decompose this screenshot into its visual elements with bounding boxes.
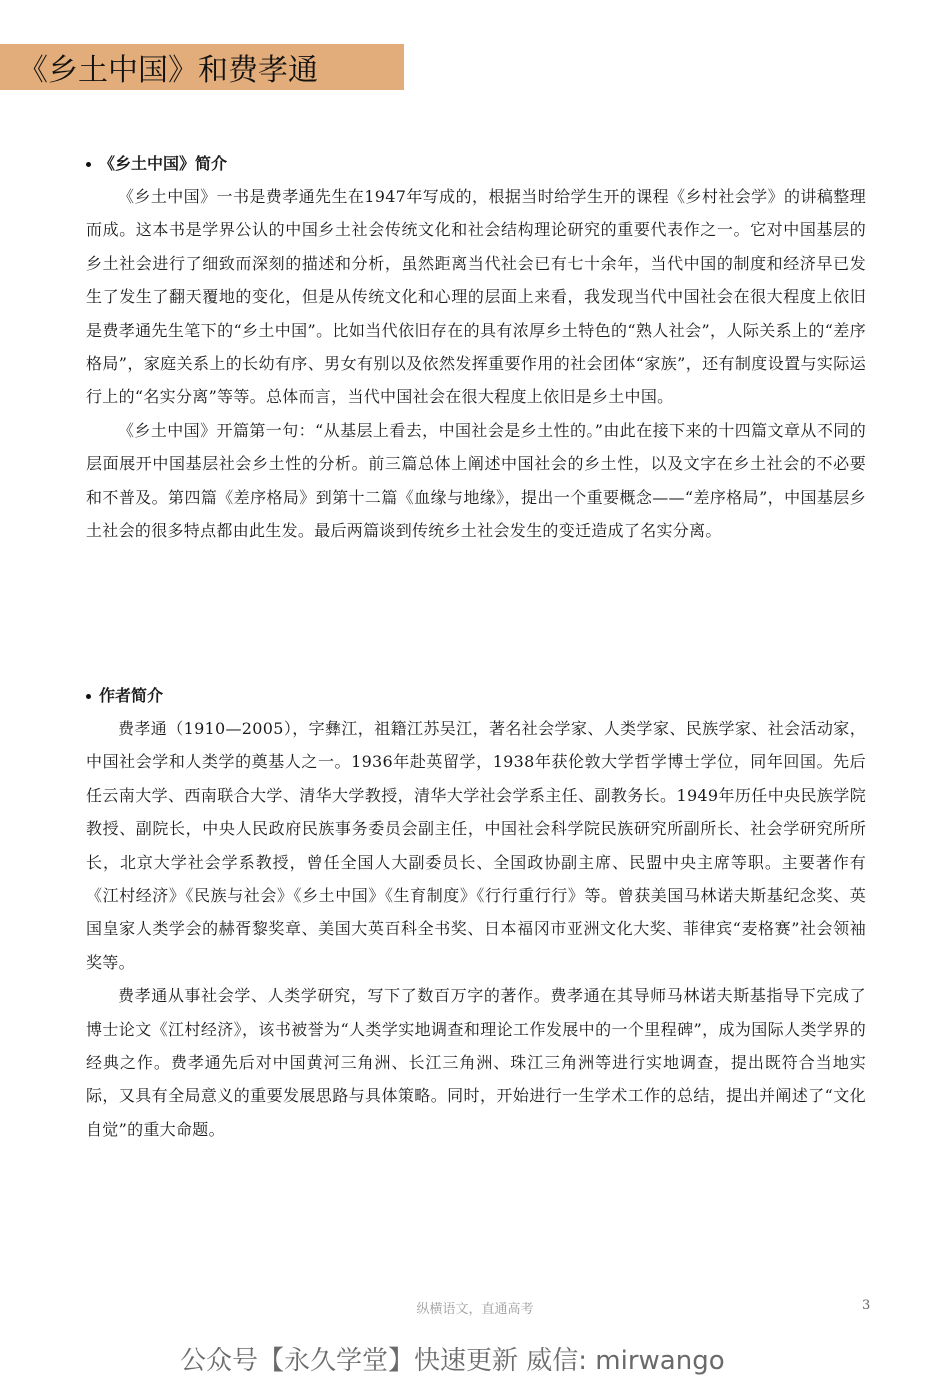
watermark-text: 公众号【永久学堂】快速更新 威信: mirwango — [180, 1346, 725, 1376]
page-number: 3 — [862, 1298, 871, 1313]
paragraph: 《乡土中国》一书是费孝通先生在1947年写成的，根据当时给学生开的课程《乡村社会学》的讲稿整理而成。这本书是学界公认的中国乡土社会传统文化和社会结构理论研究的重要代表作之一。它对中国基层的乡土社会进行了细致而深刻的描述和分析，虽然距离当代社会已有七十余年，当代中国的制度和经济早已发生了发生了翻天覆地的变化，但是从传统文化和心理的层面上来看，我发现当代中国社会在很大程度上依旧是费孝通先生笔下的“乡土中国”。比如当代依旧存在的具有浓厚乡土特色的“熟人社会”，人际关系上的“差序格局”，家庭关系上的长幼有序、男女有别以及依然发挥重要作用的社会团体“家族”，还有制度设置与实际运行上的“名实分离”等等。总体而言，当代中国社会在很大程度上依旧是乡土中国。 — [86, 187, 866, 407]
paragraph: 费孝通（1910—2005），字彝江，祖籍江苏吴江，著名社会学家、人类学家、民族学家、社会活动家，中国社会学和人类学的奠基人之一。1936年赴英留学，1938年获伦敦大学哲学博士学位，同年回国。先后任云南大学、西南联合大学、清华大学教授，清华大学社会学系主任、副教务长。1949年历任中央民族学院教授、副院长，中央人民政府民族事务委员会副主任，中国社会科学院民族研究所副所长、社会学研究所所长，北京大学社会学系教授，曾任全国人大副委员长、全国政协副主席、民盟中央主席等职。主要著作有《江村经济》《民族与社会》《乡土中国》《生育制度》《行行重行行》等。曾获美国马林诺夫斯基纪念奖、英国皇家人类学会的赫胥黎奖章、美国大英百科全书奖、日本福冈市亚洲文化大奖、菲律宾“麦格赛”社会领袖奖等。 — [86, 719, 866, 972]
section-author-intro — [86, 684, 866, 1146]
title-banner — [0, 44, 404, 90]
section-heading — [86, 684, 866, 708]
section-heading-text: 作者简介 — [99, 686, 164, 705]
bullet-icon — [86, 694, 91, 699]
bullet-icon — [86, 162, 91, 167]
section-heading-text: 《乡土中国》简介 — [99, 154, 228, 173]
section-heading — [86, 152, 866, 176]
page-title: 《乡土中国》和费孝通 — [18, 53, 318, 88]
footer-caption: 纵横语文，直通高考 — [416, 1302, 534, 1317]
paragraph: 《乡土中国》开篇第一句：“从基层上看去，中国社会是乡土性的。”由此在接下来的十四篇文章从不同的层面展开中国基层社会乡土性的分析。前三篇总体上阐述中国社会的乡土性，以及文字在乡土社会的不必要和不普及。第四篇《差序格局》到第十二篇《血缘与地缘》，提出一个重要概念——“差序格局”，中国基层乡土社会的很多特点都由此生发。最后两篇谈到传统乡土社会发生的变迁造成了名实分离。 — [86, 420, 866, 541]
paragraph: 费孝通从事社会学、人类学研究，写下了数百万字的著作。费孝通在其导师马林诺夫斯基指导下完成了博士论文《江村经济》，该书被誉为“人类学实地调查和理论工作发展中的一个里程碑”，成为国际人类学界的经典之作。费孝通先后对中国黄河三角洲、长江三角洲、珠江三角洲等进行实地调查，提出既符合当地实际，又具有全局意义的重要发展思路与具体策略。同时，开始进行一生学术工作的总结，提出并阐述了“文化自觉”的重大命题。 — [86, 986, 866, 1139]
section-book-intro — [86, 152, 866, 547]
